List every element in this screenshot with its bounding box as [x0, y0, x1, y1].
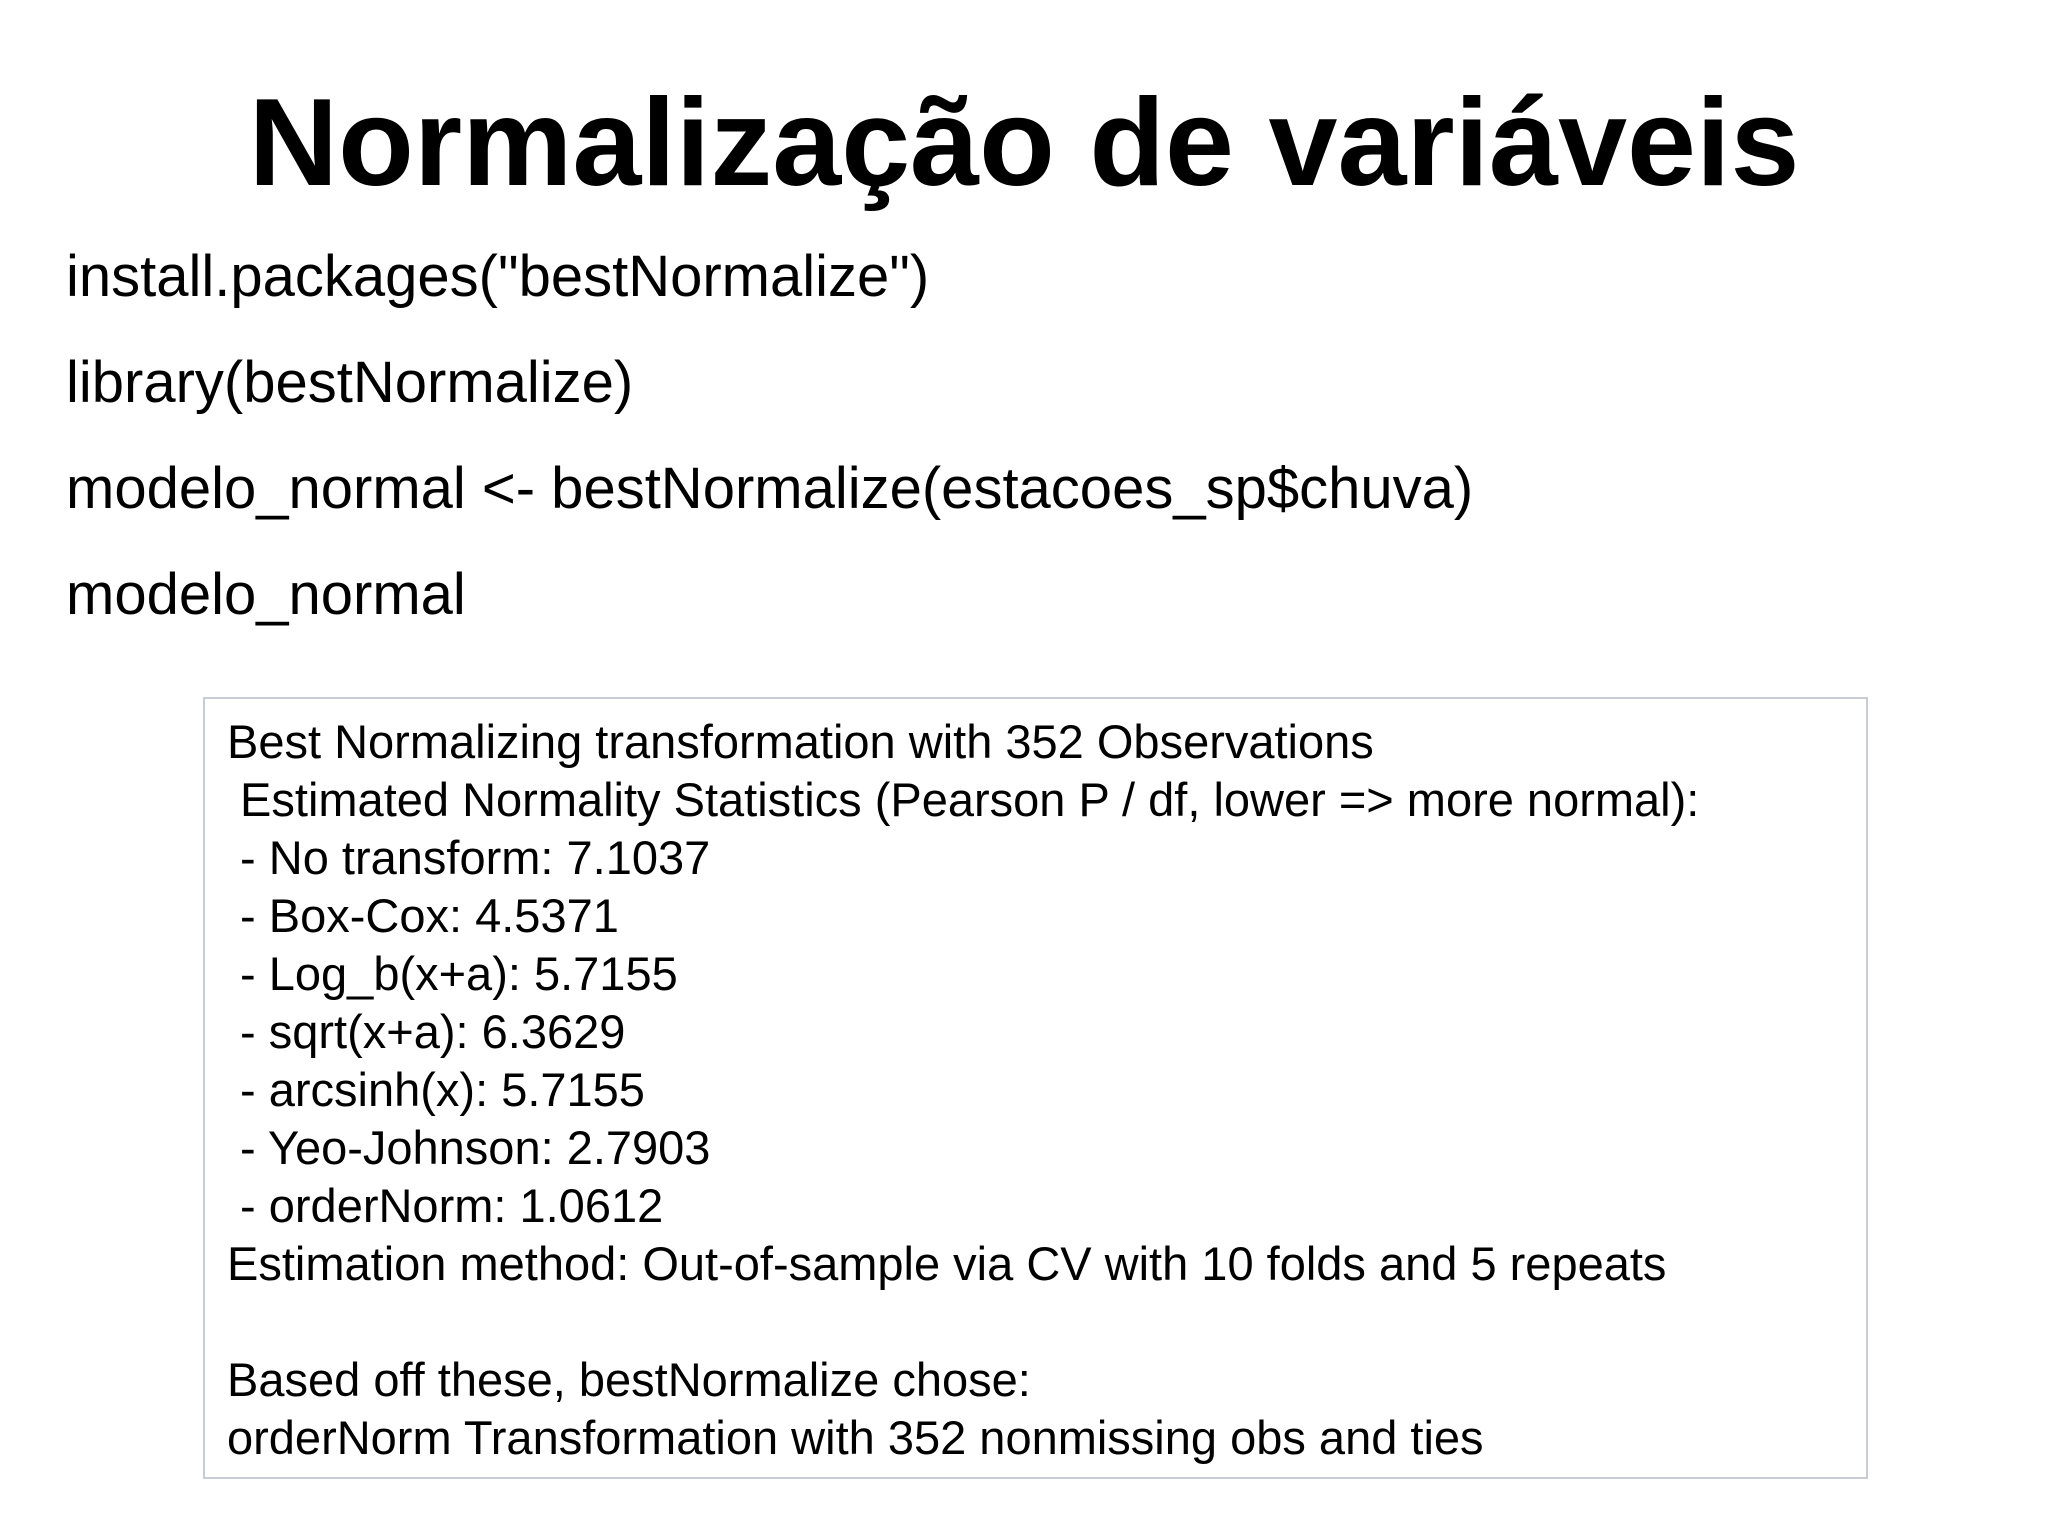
output-line-chose: Based off these, bestNormalize chose:	[227, 1353, 1031, 1406]
code-block	[66, 242, 1473, 666]
output-line-sqrt: - sqrt(x+a): 6.3629	[227, 1005, 626, 1058]
code-line-model-print: modelo_normal	[66, 562, 466, 627]
output-line-arcsinh: - arcsinh(x): 5.7155	[227, 1063, 645, 1116]
output-line-stats-title: Estimated Normality Statistics (Pearson P / df, lower => more normal):	[227, 773, 1700, 826]
output-line-no-transform: - No transform: 7.1037	[227, 831, 711, 884]
code-line-install: install.packages("bestNormalize")	[66, 244, 930, 309]
console-output-box	[203, 697, 1868, 1479]
code-line-library: library(bestNormalize)	[66, 350, 634, 415]
output-line-result: orderNorm Transformation with 352 nonmissing obs and ties	[227, 1411, 1484, 1464]
output-line-box-cox: - Box-Cox: 4.5371	[227, 889, 619, 942]
code-line-model-assign: modelo_normal <- bestNormalize(estacoes_sp$chuva)	[66, 456, 1474, 521]
slide-title: Normalização de variáveis	[248, 74, 1800, 212]
output-line-log: - Log_b(x+a): 5.7155	[227, 947, 678, 1000]
output-line-blank	[227, 1293, 1866, 1351]
output-line-ordernorm: - orderNorm: 1.0612	[227, 1179, 664, 1232]
output-line-yeo-johnson: - Yeo-Johnson: 2.7903	[227, 1121, 711, 1174]
output-line-header: Best Normalizing transformation with 352 Observations	[227, 715, 1374, 768]
output-line-estimation-method: Estimation method: Out-of-sample via CV with 10 folds and 5 repeats	[227, 1237, 1667, 1290]
